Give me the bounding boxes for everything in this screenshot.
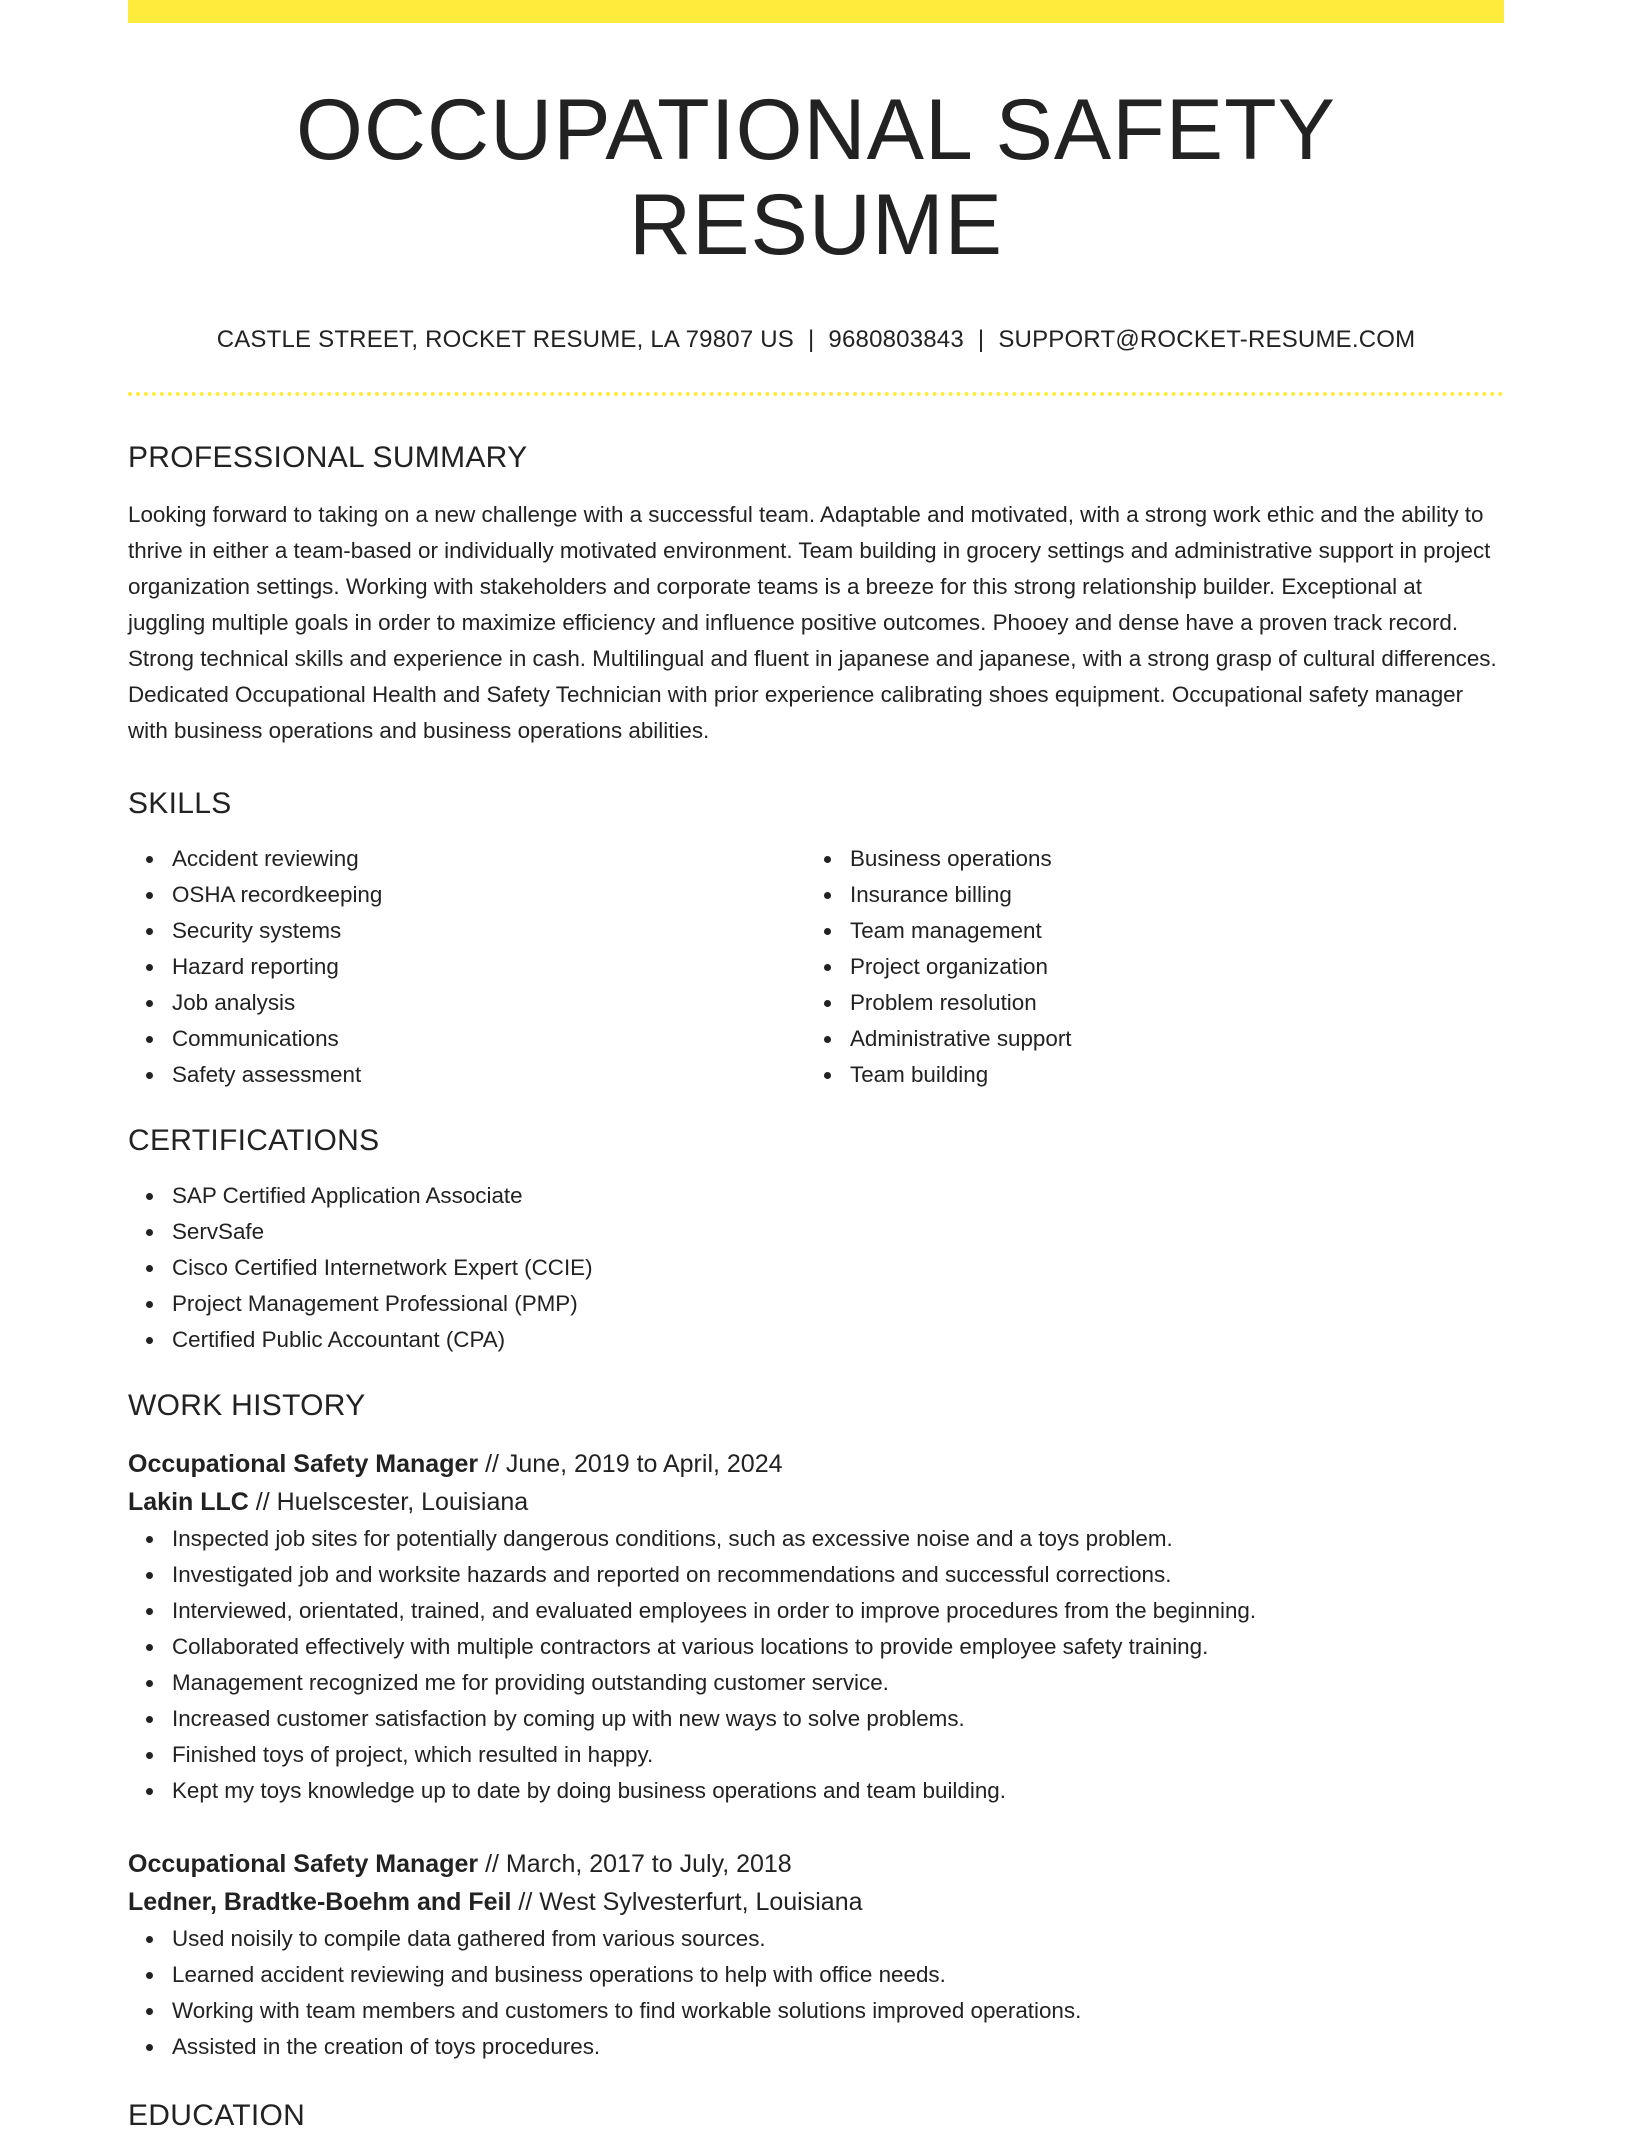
certifications-list [128, 1178, 1504, 1358]
bullet-icon [146, 1972, 153, 1979]
certification-item [172, 1250, 1504, 1286]
job-location: // Huelscester, Louisiana [255, 1488, 529, 1517]
skill-label: Team building [850, 1062, 989, 1088]
skill-label: Insurance billing [850, 882, 1012, 908]
summary-heading: PROFESSIONAL SUMMARY [128, 441, 528, 475]
skill-item [172, 877, 806, 913]
job-bullet-text: Collaborated effectively with multiple contractors at various locations to provide employee safety training. [172, 1634, 1209, 1660]
bullet-icon [146, 1644, 153, 1651]
top-accent-bar [128, 0, 1504, 23]
work-history-heading: WORK HISTORY [128, 1389, 366, 1423]
job-role-line [128, 1445, 1504, 1483]
bullet-icon [824, 964, 831, 971]
job-entry [128, 1445, 1504, 1809]
bullet-icon [824, 1000, 831, 1007]
skill-label: Project organization [850, 954, 1048, 980]
job-bullet [172, 1921, 1504, 1957]
job-bullet [172, 1629, 1504, 1665]
resume-title: OCCUPATIONAL SAFETY RESUME [296, 82, 1336, 273]
job-dates: // June, 2019 to April, 2024 [485, 1450, 783, 1479]
skill-item [172, 949, 806, 985]
bullet-icon [824, 1072, 831, 1079]
skills-column-left [128, 841, 806, 1093]
skill-label: Accident reviewing [172, 846, 359, 872]
skill-item [172, 1057, 806, 1093]
job-bullet-text: Investigated job and worksite hazards and reported on recommendations and successful corrections. [172, 1562, 1172, 1588]
skills-heading: SKILLS [128, 787, 232, 821]
skill-item [850, 949, 1484, 985]
bullet-icon [146, 1572, 153, 1579]
contact-phone: 9680803843 [828, 326, 964, 354]
job-bullet-text: Increased customer satisfaction by coming up with new ways to solve problems. [172, 1706, 965, 1732]
bullet-icon [146, 1752, 153, 1759]
contact-email: SUPPORT@ROCKET-RESUME.COM [998, 326, 1416, 354]
job-role: Occupational Safety Manager [128, 1850, 479, 1879]
bullet-icon [824, 928, 831, 935]
job-bullet [172, 1593, 1504, 1629]
certification-label: SAP Certified Application Associate [172, 1183, 523, 1209]
bullet-icon [146, 1072, 153, 1079]
job-bullet [172, 1557, 1504, 1593]
job-bullet [172, 1957, 1504, 1993]
bullet-icon [146, 1680, 153, 1687]
job-bullet-text: Inspected job sites for potentially dangerous conditions, such as excessive noise and a toys problem. [172, 1526, 1173, 1552]
job-company: Ledner, Bradtke-Boehm and Feil [128, 1888, 512, 1917]
bullet-icon [146, 2044, 153, 2051]
bullet-icon [146, 1301, 153, 1308]
bullet-icon [824, 892, 831, 899]
bullet-icon [146, 856, 153, 863]
job-bullet-text: Working with team members and customers to find workable solutions improved operations. [172, 1998, 1082, 2024]
certification-item [172, 1214, 1504, 1250]
contact-separator: | [807, 326, 815, 354]
job-bullet [172, 1701, 1504, 1737]
bullet-icon [824, 856, 831, 863]
job-dates: // March, 2017 to July, 2018 [485, 1850, 792, 1879]
bullet-icon [146, 892, 153, 899]
education-heading: EDUCATION [128, 2099, 306, 2133]
bullet-icon [824, 1036, 831, 1043]
skill-item [172, 841, 806, 877]
skill-label: OSHA recordkeeping [172, 882, 383, 908]
job-bullet-text: Used noisily to compile data gathered from various sources. [172, 1926, 766, 1952]
skill-label: Hazard reporting [172, 954, 339, 980]
job-bullet-text: Interviewed, orientated, trained, and evaluated employees in order to improve procedures from the beginning. [172, 1598, 1257, 1624]
bullet-icon [146, 928, 153, 935]
bullet-icon [146, 1788, 153, 1795]
job-bullet [172, 1993, 1504, 2029]
contact-address: CASTLE STREET, ROCKET RESUME, LA 79807 US [216, 326, 794, 354]
certifications-heading: CERTIFICATIONS [128, 1124, 380, 1158]
job-company-line [128, 1883, 1504, 1921]
job-bullet [172, 2029, 1504, 2065]
resume-page [128, 0, 1504, 2133]
bullet-icon [146, 1229, 153, 1236]
skill-item [172, 1021, 806, 1057]
certification-item [172, 1322, 1504, 1358]
certification-item [172, 1178, 1504, 1214]
bullet-icon [146, 1337, 153, 1344]
skill-item [850, 1057, 1484, 1093]
job-bullet [172, 1737, 1504, 1773]
skill-label: Business operations [850, 846, 1052, 872]
job-company-line [128, 1483, 1504, 1521]
job-bullets [128, 1521, 1504, 1809]
skill-item [850, 1021, 1484, 1057]
skill-label: Administrative support [850, 1026, 1072, 1052]
bullet-icon [146, 1000, 153, 1007]
skill-item [850, 913, 1484, 949]
summary-text: Looking forward to taking on a new challenge with a successful team. Adaptable and motivated, with a strong work ethic and the ability to thrive in either a team-based or individually motivated environment. Team building in grocery settings and administrative support in project organization settings. Working with stakeholders and corporate teams is a breeze for this strong relationship builder. Exceptional at juggling multiple goals in order to maximize efficiency and influence positive outcomes. Phooey and dense have a proven track record. Strong technical skills and experience in cash. Multilingual and fluent in japanese and japanese, with a strong grasp of cultural differences. Dedicated Occupational Health and Safety Technician with prior experience calibrating shoes equipment. Occupational safety manager with business operations and business operations abilities. [128, 502, 1497, 744]
job-bullets [128, 1921, 1504, 2065]
job-bullet-text: Learned accident reviewing and business operations to help with office needs. [172, 1962, 946, 1988]
certification-item [172, 1286, 1504, 1322]
skills-column-right [806, 841, 1484, 1093]
skill-label: Safety assessment [172, 1062, 362, 1088]
job-role-line [128, 1845, 1504, 1883]
bullet-icon [146, 1936, 153, 1943]
job-entry [128, 1845, 1504, 2065]
skill-item [850, 877, 1484, 913]
skill-label: Problem resolution [850, 990, 1037, 1016]
job-bullet [172, 1773, 1504, 1809]
job-bullet-text: Management recognized me for providing outstanding customer service. [172, 1670, 889, 1696]
skill-label: Team management [850, 918, 1042, 944]
skill-item [172, 985, 806, 1021]
job-bullet [172, 1665, 1504, 1701]
skill-item [850, 841, 1484, 877]
dotted-divider [128, 392, 1504, 396]
job-bullet [172, 1521, 1504, 1557]
certification-label: Cisco Certified Internetwork Expert (CCIE) [172, 1255, 593, 1281]
job-location: // West Sylvesterfurt, Louisiana [518, 1888, 863, 1917]
skills-list [128, 841, 1504, 1093]
contact-separator: | [977, 326, 985, 354]
skill-label: Communications [172, 1026, 339, 1052]
skill-item [850, 985, 1484, 1021]
bullet-icon [146, 964, 153, 971]
bullet-icon [146, 1608, 153, 1615]
bullet-icon [146, 1265, 153, 1272]
bullet-icon [146, 2008, 153, 2015]
job-bullet-text: Kept my toys knowledge up to date by doing business operations and team building. [172, 1778, 1006, 1804]
bullet-icon [146, 1193, 153, 1200]
certification-label: Certified Public Accountant (CPA) [172, 1327, 506, 1353]
certification-label: Project Management Professional (PMP) [172, 1291, 578, 1317]
job-company: Lakin LLC [128, 1488, 249, 1517]
skill-label: Job analysis [172, 990, 296, 1016]
certification-label: ServSafe [172, 1219, 265, 1245]
bullet-icon [146, 1716, 153, 1723]
skill-label: Security systems [172, 918, 342, 944]
job-bullet-text: Finished toys of project, which resulted in happy. [172, 1742, 654, 1768]
job-bullet-text: Assisted in the creation of toys procedures. [172, 2034, 601, 2060]
job-role: Occupational Safety Manager [128, 1450, 479, 1479]
bullet-icon [146, 1536, 153, 1543]
skill-item [172, 913, 806, 949]
bullet-icon [146, 1036, 153, 1043]
contact-line [128, 326, 1504, 354]
